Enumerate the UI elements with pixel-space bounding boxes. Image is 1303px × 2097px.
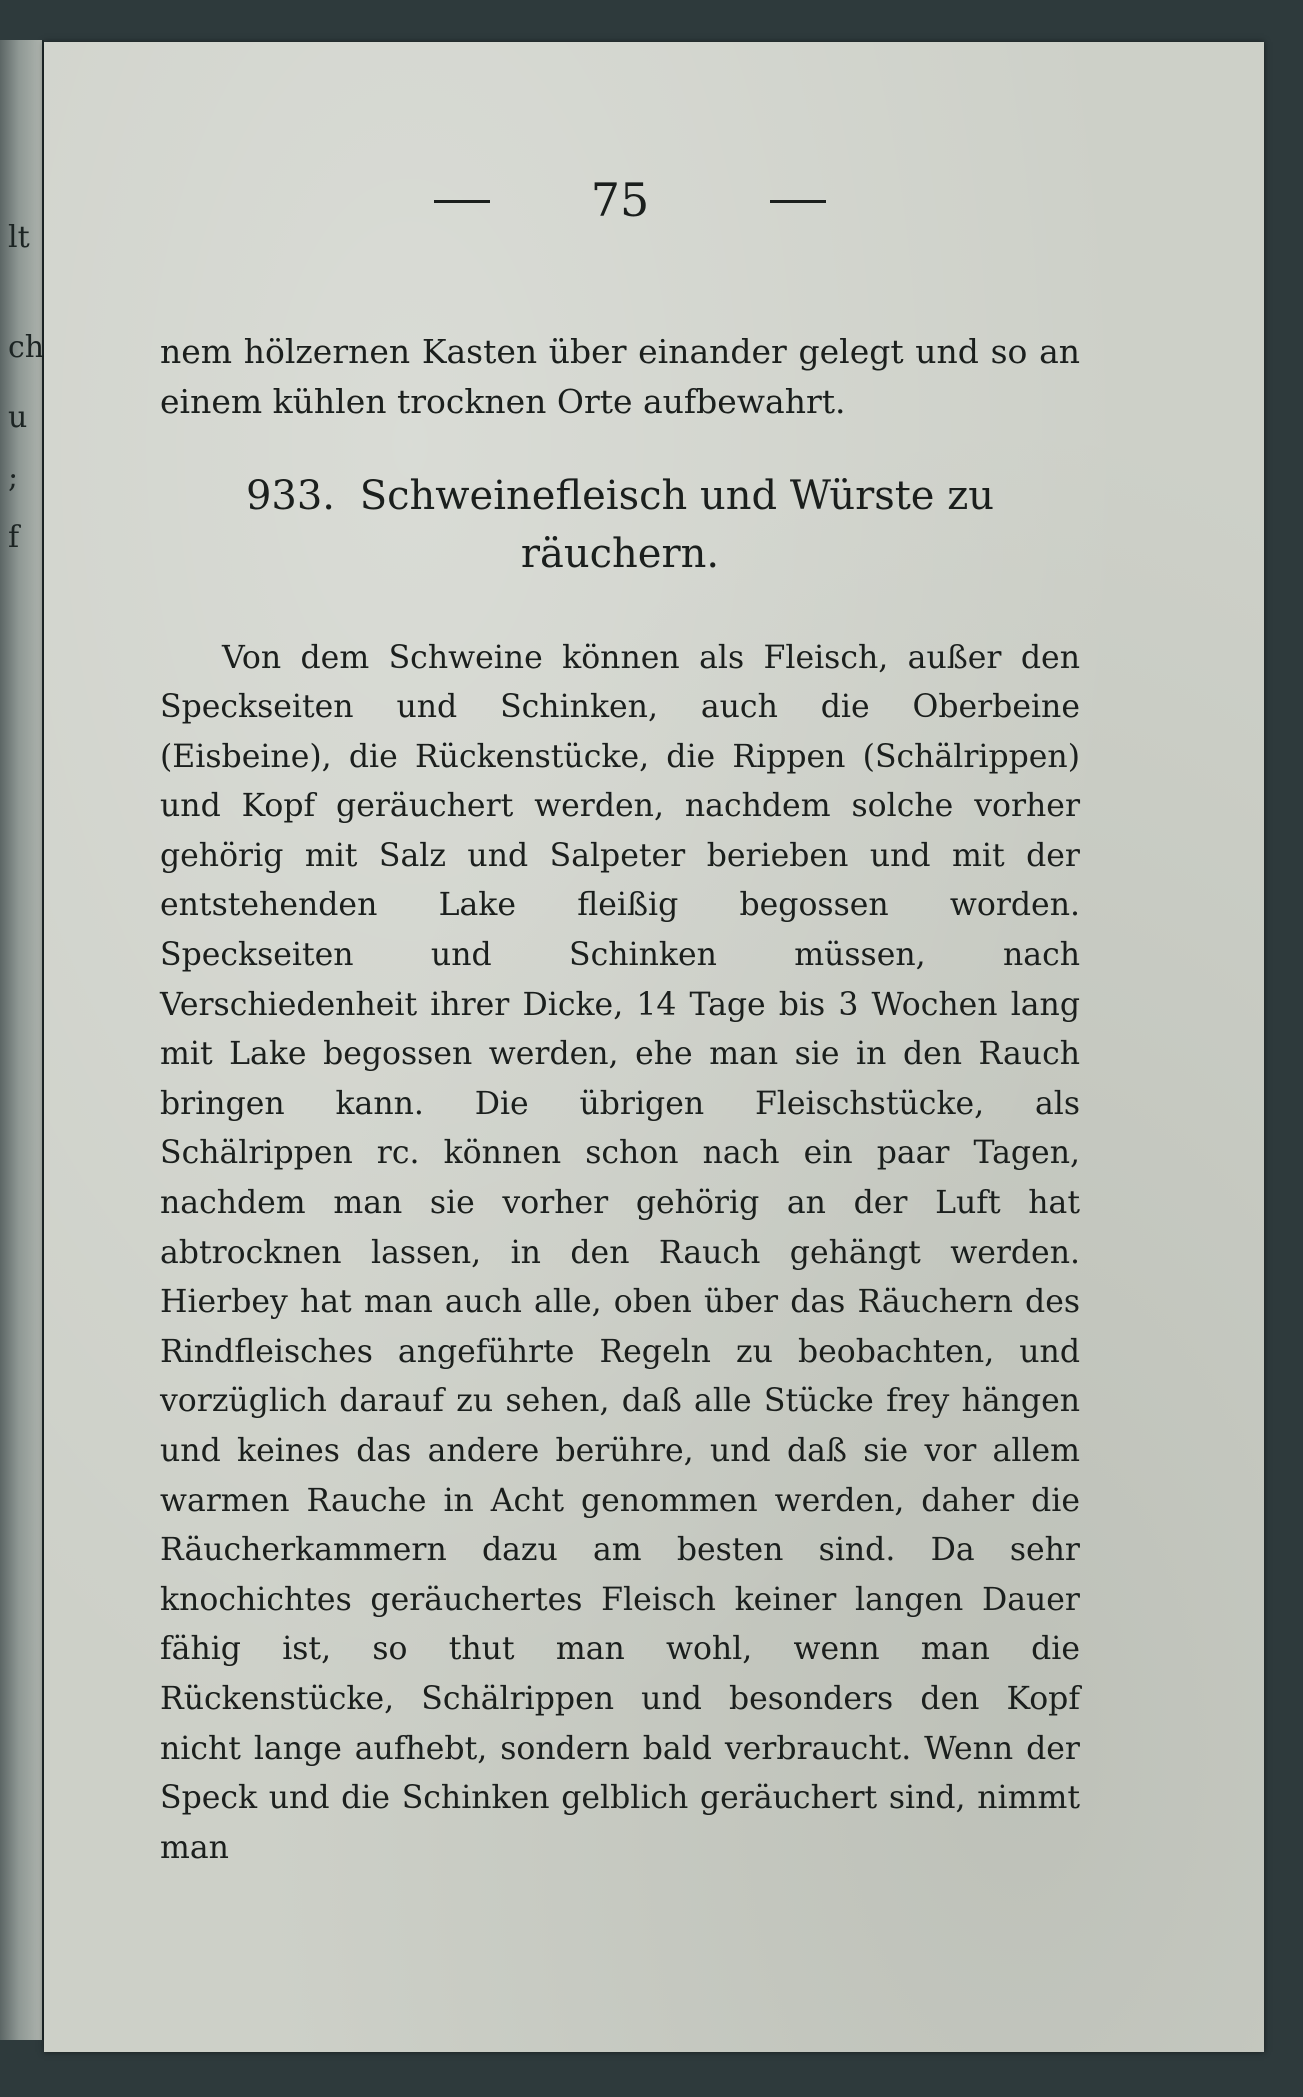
book-page [44, 42, 1264, 2052]
section-number: 933. [245, 473, 336, 519]
section-heading [160, 467, 1080, 583]
continued-paragraph: nem hölzernen Kasten über einander gelegt und so an einem kühlen trocknen Orte aufbewahrt. [160, 332, 1080, 421]
body-paragraph: Von dem Schweine können als Fleisch, außer den Speckseiten und Schinken, auch die Oberbeine (Eisbeine), die Rückenstücke, die Rippen (Schälrippen) und Kopf geräuchert werden, nachdem solche vorher gehörig mit Salz und Salpeter berieben und mit der entstehenden Lake fleißig begossen worden. Speckseiten und Schinken müssen, nach Verschiedenheit ihrer Dicke, 14 Tage bis 3 Wochen lang mit Lake begossen werden, ehe man sie in den Rauch bringen kann. Die übrigen Fleischstücke, als Schälrippen rc. können schon nach ein paar Tagen, nachdem man sie vorher gehörig an der Luft hat abtrocknen lassen, in den Rauch gehängt werden. Hierbey hat man auch alle, oben über das Räuchern des Rindfleisches angeführte Regeln zu beobachten, und vorzüglich darauf zu sehen, daß alle Stücke frey hängen und keines das andere berühre, und daß sie vor allem warmen Rauche in Acht genommen werden, daher die Räucherkammern dazu am besten sind. Da sehr knochichtes geräuchertes Fleisch keiner langen Dauer fähig ist, so thut man wohl, wenn man die Rückenstücke, Schälrippen und besonders den Kopf nicht lange aufhebt, sondern bald verbraucht. Wenn der Speck und die Schinken gelblich geräuchert sind, nimmt man [160, 639, 1080, 1866]
section-title: Schweinefleisch und Würste zu räuchern. [359, 473, 995, 577]
page-number: 75 [590, 173, 650, 227]
previous-page-fragment: u [8, 400, 28, 435]
header-dash-left [434, 200, 490, 203]
previous-page-edge [0, 40, 44, 2040]
running-head [160, 170, 1080, 230]
previous-page-fragment: f [8, 520, 20, 555]
previous-page-fragment: ch [8, 330, 45, 365]
previous-page-fragment: lt [8, 220, 30, 255]
header-dash-right [770, 200, 826, 203]
previous-page-fragment: ; [8, 460, 19, 495]
